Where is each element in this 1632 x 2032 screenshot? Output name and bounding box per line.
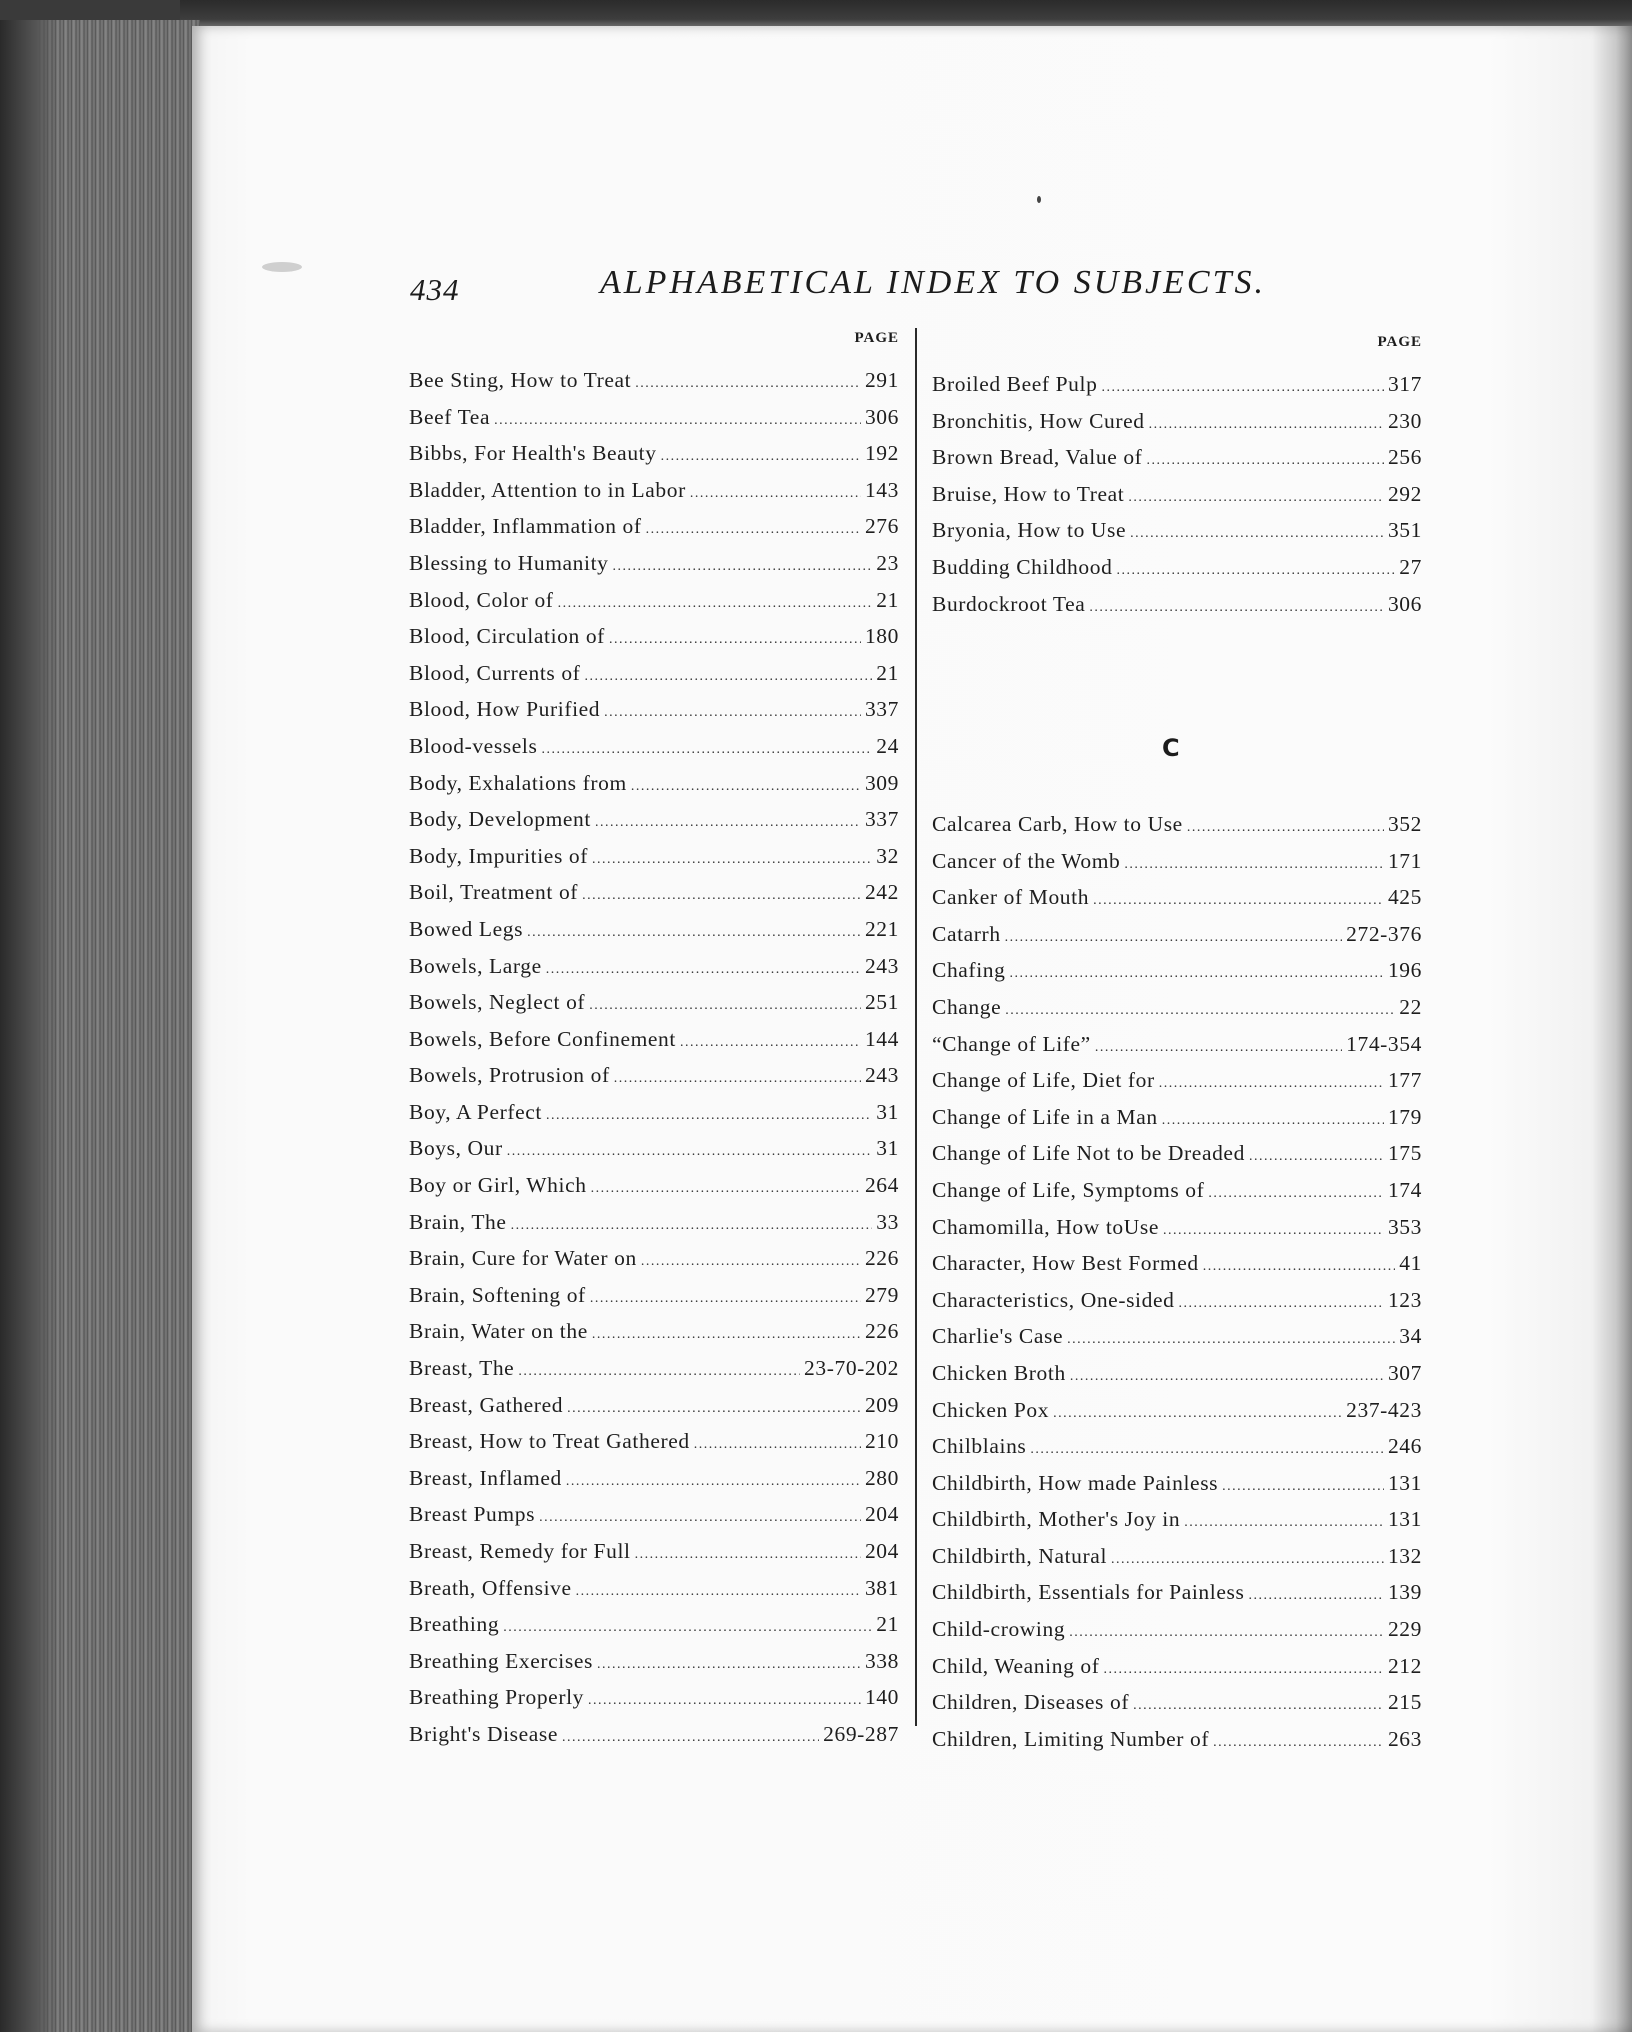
index-entry-page: 353: [1387, 1214, 1422, 1239]
index-entry: [932, 1684, 1422, 1721]
dot-leader: [566, 1464, 861, 1501]
index-entry: [932, 1172, 1422, 1209]
index-entry-page: 179: [1387, 1104, 1422, 1129]
section-letter-c: C: [1162, 734, 1180, 762]
index-entry-subject: Chilblains: [932, 1434, 1027, 1459]
dot-leader: [1089, 590, 1384, 627]
index-entry: [409, 1130, 899, 1167]
index-entry-subject: Budding Childhood: [932, 554, 1113, 579]
index-entry: [409, 435, 899, 472]
index-entry: [932, 586, 1422, 623]
dot-leader: [1162, 1103, 1384, 1140]
index-entry-subject: Breast, The: [409, 1356, 515, 1381]
index-entry: [932, 1648, 1422, 1685]
index-entry-page: 280: [864, 1465, 899, 1490]
dot-leader: [518, 1354, 800, 1391]
index-entry: [932, 1501, 1422, 1538]
index-entry-subject: Breast, How to Treat Gathered: [409, 1429, 690, 1454]
index-entry: [409, 1460, 899, 1497]
index-entry: [932, 1062, 1422, 1099]
index-entry: [932, 879, 1422, 916]
index-entry-subject: Bladder, Inflammation of: [409, 514, 642, 539]
dot-leader: [1163, 1213, 1384, 1250]
index-entry-page: 263: [1387, 1726, 1422, 1751]
index-entry-page: 212: [1387, 1653, 1422, 1678]
column-divider: [915, 328, 917, 1726]
index-entry-page: 338: [864, 1648, 899, 1673]
dot-leader: [1093, 883, 1384, 920]
index-entry-page: 131: [1387, 1470, 1422, 1495]
index-entry: [409, 1277, 899, 1314]
index-entry: [932, 512, 1422, 549]
index-entry: [409, 1350, 899, 1387]
index-entry-subject: Childbirth, How made Painless: [932, 1470, 1219, 1495]
dot-leader: [1222, 1469, 1384, 1506]
index-entry-subject: Breath, Offensive: [409, 1575, 572, 1600]
index-entry-page: 309: [864, 770, 899, 795]
index-entry-page: 272-376: [1346, 921, 1422, 946]
index-entry-page: 132: [1387, 1543, 1422, 1568]
index-entry-page: 33: [876, 1209, 899, 1234]
index-entry-page: 174: [1387, 1177, 1422, 1202]
index-entry: [932, 1099, 1422, 1136]
index-entry-page: 27: [1399, 554, 1422, 579]
index-entry-page: 337: [864, 697, 899, 722]
index-entry-subject: Blood-vessels: [409, 733, 538, 758]
index-entry-page: 276: [864, 514, 899, 539]
page-gutter-shadow: [1592, 26, 1632, 2032]
dot-leader: [1130, 516, 1384, 553]
index-column-right: [932, 332, 1422, 622]
index-entry-subject: Bright's Disease: [409, 1721, 559, 1746]
index-entry-page: 171: [1387, 848, 1422, 873]
page-column-label: PAGE: [854, 330, 899, 346]
dot-leader: [1030, 1432, 1384, 1469]
dot-leader: [539, 1500, 861, 1537]
index-entry-page: 306: [864, 404, 899, 429]
index-entry-page: 243: [864, 953, 899, 978]
index-entry-subject: Bee Sting, How to Treat: [409, 368, 632, 392]
index-entry-subject: Chicken Broth: [932, 1360, 1066, 1385]
index-entry-page: 32: [876, 843, 899, 868]
index-entry-page: 230: [1387, 408, 1422, 433]
index-entry: [932, 916, 1422, 953]
index-entry-subject: Brain, The: [409, 1209, 507, 1234]
index-entry-page: 204: [864, 1539, 899, 1563]
index-entry-subject: Bronchitis, How Cured: [932, 408, 1145, 433]
index-entry-subject: Breast, Remedy for Full: [409, 1539, 631, 1563]
dot-leader: [641, 1244, 861, 1281]
index-entry-page: 21: [876, 1612, 899, 1637]
index-entry: [409, 1313, 899, 1350]
index-entry: [409, 1057, 899, 1094]
index-entry-subject: Brain, Softening of: [409, 1282, 586, 1307]
index-entry: [409, 948, 899, 985]
index-entry-page: 177: [1387, 1068, 1422, 1093]
index-entry-subject: Cancer of the Womb: [932, 848, 1121, 873]
index-entry-subject: Breast Pumps: [409, 1502, 536, 1527]
index-entry-subject: Body, Development: [409, 807, 591, 832]
index-entry-subject: Chamomilla, How toUse: [932, 1214, 1159, 1239]
index-entry-page: 175: [1387, 1141, 1422, 1166]
index-entry-subject: “Change of Life”: [932, 1031, 1091, 1056]
index-entry-page: 381: [864, 1575, 899, 1600]
index-entry: [409, 1643, 899, 1680]
index-entry-subject: Blood, Currents of: [409, 660, 581, 685]
dot-leader: [646, 512, 861, 549]
dot-leader: [635, 366, 861, 403]
dot-leader: [1213, 1725, 1384, 1762]
index-entry-subject: Childbirth, Mother's Joy in: [932, 1507, 1181, 1532]
index-entry-page: 229: [1387, 1617, 1422, 1642]
index-entry-subject: Childbirth, Essentials for Painless: [932, 1580, 1245, 1605]
index-entry: [409, 618, 899, 655]
dot-leader: [1208, 1176, 1384, 1213]
index-entry-page: 23-70-202: [804, 1356, 899, 1381]
index-entry-subject: Calcarea Carb, How to Use: [932, 812, 1183, 836]
index-entry-subject: Blood, How Purified: [409, 697, 601, 722]
index-entry-page: 221: [864, 916, 899, 941]
dot-leader: [1005, 993, 1395, 1030]
index-entry: [409, 1423, 899, 1460]
index-entry-subject: Brain, Cure for Water on: [409, 1246, 637, 1271]
index-entry-subject: Bibbs, For Health's Beauty: [409, 441, 657, 466]
index-entry: [409, 1496, 899, 1533]
dot-leader: [604, 695, 861, 732]
index-entry-subject: Body, Exhalations from: [409, 770, 627, 795]
index-entry-page: 242: [864, 880, 899, 905]
index-list-section-c: [932, 806, 1422, 1757]
index-entry: [932, 549, 1422, 586]
index-entry-page: 139: [1387, 1580, 1422, 1605]
index-entry-subject: Breathing: [409, 1612, 500, 1637]
index-entry: [932, 1245, 1422, 1282]
dot-leader: [609, 622, 861, 659]
index-entry: [932, 1392, 1422, 1429]
index-entry-page: 352: [1387, 812, 1422, 836]
index-entry-subject: Body, Impurities of: [409, 843, 589, 868]
dot-leader: [1005, 920, 1342, 957]
index-entry: [409, 874, 899, 911]
index-entry-page: 192: [864, 441, 899, 466]
index-entry: [932, 366, 1422, 403]
book-edge-shadow: [0, 20, 60, 2032]
dot-leader: [614, 1061, 861, 1098]
index-entry-subject: Brown Bread, Value of: [932, 445, 1143, 470]
index-entry-subject: Children, Diseases of: [932, 1690, 1130, 1715]
index-entry: [409, 728, 899, 765]
index-entry: [409, 691, 899, 728]
index-entry-subject: Brain, Water on the: [409, 1319, 588, 1344]
index-entry: [932, 952, 1422, 989]
index-entry: [932, 1721, 1422, 1758]
index-entry-page: 337: [864, 807, 899, 832]
index-entry-subject: Boy, A Perfect: [409, 1099, 543, 1124]
index-entry-subject: Breathing Properly: [409, 1685, 584, 1710]
dot-leader: [1146, 443, 1384, 480]
index-entry-page: 23: [876, 550, 899, 575]
index-entry-subject: Canker of Mouth: [932, 885, 1090, 910]
index-entry-page: 269-287: [823, 1721, 899, 1746]
index-entry-subject: Catarrh: [932, 921, 1001, 946]
index-entry: [932, 1538, 1422, 1575]
dot-leader: [1149, 407, 1384, 444]
index-entry-page: 291: [864, 368, 899, 392]
index-entry: [409, 582, 899, 619]
index-entry-subject: Bowels, Protrusion of: [409, 1063, 610, 1088]
index-entry-subject: Breast, Inflamed: [409, 1465, 562, 1490]
index-entry: [409, 545, 899, 582]
index-entry-page: 246: [1387, 1434, 1422, 1459]
dot-leader: [541, 732, 872, 769]
dot-leader: [1248, 1578, 1384, 1615]
index-entry-subject: Boy or Girl, Which: [409, 1173, 587, 1198]
index-entry-subject: Child-crowing: [932, 1617, 1066, 1642]
dot-leader: [1187, 810, 1384, 847]
index-entry: [932, 989, 1422, 1026]
index-entry-subject: Bowels, Neglect of: [409, 990, 586, 1015]
index-entry-subject: Characteristics, One-sided: [932, 1287, 1175, 1312]
dot-leader: [546, 1098, 872, 1135]
dot-leader: [631, 769, 861, 806]
dot-leader: [588, 1683, 861, 1720]
dot-leader: [494, 403, 861, 440]
index-entry: [932, 1135, 1422, 1172]
index-entry-page: 264: [864, 1173, 899, 1198]
index-entry-page: 22: [1399, 994, 1422, 1019]
dot-leader: [1128, 480, 1384, 517]
index-entry-subject: Chafing: [932, 958, 1006, 983]
index-entry-page: 351: [1387, 518, 1422, 543]
dot-leader: [1133, 1688, 1384, 1725]
dot-leader: [1116, 553, 1395, 590]
index-entry-page: 209: [864, 1392, 899, 1417]
index-entry-page: 21: [876, 660, 899, 685]
index-entry-page: 31: [876, 1136, 899, 1161]
dot-leader: [562, 1720, 819, 1757]
index-entry: [932, 1611, 1422, 1648]
dot-leader: [1178, 1286, 1383, 1323]
index-entry: [932, 1282, 1422, 1319]
dot-leader: [582, 878, 861, 915]
dot-leader: [507, 1134, 873, 1171]
index-entry-page: 237-423: [1346, 1397, 1422, 1422]
index-entry-page: 144: [864, 1026, 899, 1051]
dot-leader: [597, 1647, 861, 1684]
index-entry-page: 210: [864, 1429, 899, 1454]
index-entry-subject: Bladder, Attention to in Labor: [409, 477, 686, 502]
index-entry-subject: Blessing to Humanity: [409, 550, 609, 575]
index-entry: [409, 1240, 899, 1277]
index-entry: [409, 1606, 899, 1643]
index-entry-subject: Character, How Best Formed: [932, 1251, 1199, 1276]
index-entry-subject: Blood, Color of: [409, 587, 554, 612]
dot-leader: [1184, 1505, 1384, 1542]
index-entry-subject: Blood, Circulation of: [409, 624, 605, 649]
dot-leader: [1009, 956, 1383, 993]
index-entry: [409, 655, 899, 692]
dot-leader: [690, 476, 861, 513]
index-entry-subject: Boil, Treatment of: [409, 880, 579, 905]
index-entry: [932, 843, 1422, 880]
ink-speck: [1037, 196, 1041, 203]
index-entry-page: 196: [1387, 958, 1422, 983]
dot-leader: [1159, 1066, 1384, 1103]
index-entry: [932, 1318, 1422, 1355]
dot-leader: [592, 1317, 861, 1354]
index-entry-page: 123: [1387, 1287, 1422, 1312]
index-entry-page: 226: [864, 1246, 899, 1271]
index-entry-page: 292: [1387, 481, 1422, 506]
index-entry: [409, 838, 899, 875]
dot-leader: [567, 1391, 861, 1428]
index-entry-subject: Beef Tea: [409, 404, 491, 429]
index-entry: [409, 1679, 899, 1716]
dot-leader: [1111, 1542, 1384, 1579]
dot-leader: [527, 915, 861, 952]
dot-leader: [1067, 1322, 1395, 1359]
index-entry-page: 143: [864, 477, 899, 502]
dot-leader: [503, 1610, 872, 1647]
index-entry-page: 31: [876, 1099, 899, 1124]
index-entry-subject: Breast, Gathered: [409, 1392, 564, 1417]
index-entry-page: 307: [1387, 1360, 1422, 1385]
index-entry: [409, 399, 899, 436]
index-entry-subject: Change of Life Not to be Dreaded: [932, 1141, 1245, 1166]
dot-leader: [595, 805, 861, 842]
dot-leader: [661, 439, 861, 476]
index-entry: [409, 1021, 899, 1058]
dot-leader: [1124, 847, 1384, 884]
index-entry: [932, 1026, 1422, 1063]
index-entry: [409, 1387, 899, 1424]
index-entry-subject: Burdockroot Tea: [932, 591, 1086, 616]
index-column-left: [409, 328, 899, 1753]
index-entry-page: 24: [876, 733, 899, 758]
index-entry-subject: Breathing Exercises: [409, 1648, 593, 1673]
index-entry-page: 21: [876, 587, 899, 612]
index-entry: [932, 1428, 1422, 1465]
index-entry-subject: Boys, Our: [409, 1136, 503, 1161]
dot-leader: [592, 842, 872, 879]
index-entry: [409, 472, 899, 509]
index-entry: [409, 1716, 899, 1753]
dot-leader: [590, 1281, 861, 1318]
index-entry: [932, 476, 1422, 513]
index-entry-page: 34: [1399, 1324, 1422, 1349]
index-entry: [409, 984, 899, 1021]
paper-smudge: [262, 262, 302, 272]
index-entry: [409, 1570, 899, 1607]
index-entry-page: 131: [1387, 1507, 1422, 1532]
index-entry-page: 317: [1387, 372, 1422, 396]
dot-leader: [613, 549, 873, 586]
index-entry-subject: Child, Weaning of: [932, 1653, 1100, 1678]
index-entry-subject: Change of Life, Diet for: [932, 1068, 1155, 1093]
index-entry-subject: Childbirth, Natural: [932, 1543, 1108, 1568]
index-entry-page: 306: [1387, 591, 1422, 616]
dot-leader: [584, 659, 872, 696]
dot-leader: [511, 1208, 873, 1245]
index-entry-page: 256: [1387, 445, 1422, 470]
index-entry-subject: Change of Life in a Man: [932, 1104, 1158, 1129]
index-entry: [409, 1204, 899, 1241]
dot-leader: [1053, 1396, 1342, 1433]
index-entry: [409, 1533, 899, 1570]
index-list-right: [932, 366, 1422, 622]
index-entry: [932, 439, 1422, 476]
dot-leader: [1104, 1652, 1384, 1689]
index-entry: [932, 1465, 1422, 1502]
dot-leader: [591, 1171, 861, 1208]
index-entry-subject: Bowed Legs: [409, 916, 524, 941]
index-entry: [409, 911, 899, 948]
index-entry-page: 243: [864, 1063, 899, 1088]
index-entry-subject: Bryonia, How to Use: [932, 518, 1127, 543]
dot-leader: [576, 1574, 861, 1611]
index-entry: [932, 806, 1422, 843]
dot-leader: [1203, 1249, 1396, 1286]
running-title: ALPHABETICAL INDEX TO SUBJECTS.: [600, 264, 1266, 301]
index-entry-page: 204: [864, 1502, 899, 1527]
index-entry-subject: Broiled Beef Pulp: [932, 372, 1098, 396]
index-entry-page: 425: [1387, 885, 1422, 910]
index-entry-page: 41: [1399, 1251, 1422, 1276]
index-entry: [409, 765, 899, 802]
page-column-label: PAGE: [1377, 334, 1422, 350]
dot-leader: [1101, 370, 1383, 407]
index-entry-subject: Bowels, Before Confinement: [409, 1026, 676, 1051]
index-entry: [932, 1355, 1422, 1392]
dot-leader: [1095, 1030, 1342, 1067]
index-entry: [409, 362, 899, 399]
index-entry-subject: Change of Life, Symptoms of: [932, 1177, 1205, 1202]
dot-leader: [558, 586, 873, 623]
index-entry: [409, 1094, 899, 1131]
index-entry-subject: Children, Limiting Number of: [932, 1726, 1210, 1751]
index-entry-subject: Bruise, How to Treat: [932, 481, 1125, 506]
index-entry: [409, 801, 899, 838]
dot-leader: [589, 988, 861, 1025]
dot-leader: [1070, 1359, 1384, 1396]
dot-leader: [546, 952, 861, 989]
index-entry: [409, 1167, 899, 1204]
index-list-left: [409, 362, 899, 1753]
dot-leader: [694, 1427, 861, 1464]
index-entry: [932, 403, 1422, 440]
index-entry-page: 180: [864, 624, 899, 649]
index-entry-page: 251: [864, 990, 899, 1015]
dot-leader: [1069, 1615, 1384, 1652]
dot-leader: [680, 1025, 861, 1062]
index-entry-page: 174-354: [1346, 1031, 1422, 1056]
dot-leader: [635, 1537, 861, 1574]
index-entry: [932, 1209, 1422, 1246]
index-entry-subject: Change: [932, 994, 1002, 1019]
index-entry-subject: Bowels, Large: [409, 953, 542, 978]
index-entry: [409, 508, 899, 545]
index-entry-subject: Charlie's Case: [932, 1324, 1064, 1349]
page-number: 434: [410, 272, 460, 307]
index-entry-page: 140: [864, 1685, 899, 1710]
dot-leader: [1249, 1139, 1384, 1176]
index-entry-page: 226: [864, 1319, 899, 1344]
index-entry-page: 215: [1387, 1690, 1422, 1715]
index-entry: [932, 1574, 1422, 1611]
index-entry-subject: Chicken Pox: [932, 1397, 1050, 1422]
index-entry-page: 279: [864, 1282, 899, 1307]
